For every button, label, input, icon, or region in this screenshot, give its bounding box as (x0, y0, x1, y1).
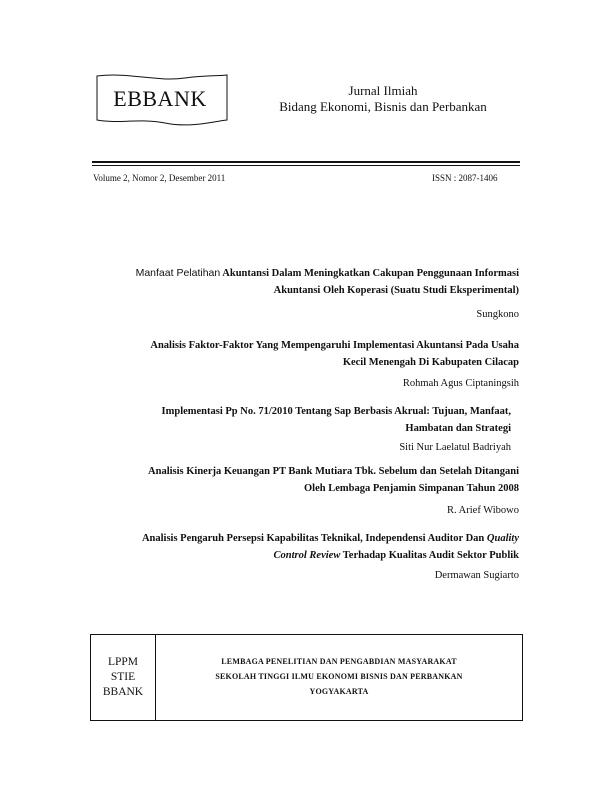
logo-text: EBBANK (113, 86, 207, 111)
publisher-name-line1: LEMBAGA PENELITIAN DAN PENGABDIAN MASYARAKAT (221, 657, 457, 666)
article-title (81, 403, 511, 437)
header-rule-thin (92, 165, 520, 166)
article-title (89, 463, 519, 497)
publisher-abbr-line2: STIE (110, 671, 136, 683)
publisher-abbr-line3: BBANK (102, 686, 144, 698)
article-title-line2: Akuntansi Oleh Koperasi (Suatu Studi Eksperimental) (273, 285, 519, 296)
header-rule-thick (92, 161, 520, 163)
publisher-abbr-line1: LPPM (107, 656, 139, 668)
article-author: Dermawan Sugiarto (434, 570, 519, 581)
article-author: R. Arief Wibowo (446, 505, 519, 516)
article-title (89, 337, 519, 371)
journal-title-line1: Jurnal Ilmiah (348, 83, 418, 98)
publisher-name (156, 654, 522, 699)
publisher-abbreviation (91, 655, 155, 700)
article-author: Sungkono (476, 309, 519, 320)
article-title (89, 530, 519, 564)
publisher-name-line3: YOGYAKARTA (309, 687, 369, 696)
publisher-box (90, 634, 523, 721)
article-title-text: Terhadap Kualitas Audit Sektor Publik (340, 550, 519, 561)
article-title-line2: Hambatan dan Strategi (405, 423, 511, 434)
article-title-rest: Akuntansi Dalam Meningkatkan Cakupan Penggunaan Informasi (220, 268, 519, 279)
article-title (89, 265, 519, 299)
article-title-italic: Control Review (273, 550, 341, 561)
article-title-line1 (89, 265, 519, 282)
article-title-text: Analisis Pengaruh Persepsi Kapabilitas Teknikal, Independensi Auditor Dan (141, 533, 487, 544)
article-title-line1: Analisis Faktor-Faktor Yang Mempengaruhi Implementasi Akuntansi Pada Usaha (150, 340, 519, 351)
article-author: Rohmah Agus Ciptaningsih (402, 378, 519, 389)
journal-title (268, 83, 498, 115)
article-title-line1 (89, 530, 519, 547)
article-title-line2: Kecil Menengah Di Kabupaten Cilacap (342, 357, 519, 368)
article-title-italic: Quality (486, 533, 519, 544)
article-title-line2: Oleh Lembaga Penjamin Simpanan Tahun 2008 (303, 483, 519, 494)
article-title-line2 (89, 547, 519, 564)
article-author: Siti Nur Laelatul Badriyah (399, 442, 511, 453)
volume-info: Volume 2, Nomor 2, Desember 2011 (93, 173, 226, 183)
article-title-prefix: Manfaat Pelatihan (135, 267, 221, 279)
publisher-name-line2: SEKOLAH TINGGI ILMU EKONOMI BISNIS DAN PERBANKAN (215, 672, 463, 681)
article-title-line1: Implementasi Pp No. 71/2010 Tentang Sap Berbasis Akrual: Tujuan, Manfaat, (161, 406, 511, 417)
journal-title-line2: Bidang Ekonomi, Bisnis dan Perbankan (279, 99, 487, 114)
article-title-line1: Analisis Kinerja Keuangan PT Bank Mutiara Tbk. Sebelum dan Setelah Ditangani (148, 466, 519, 477)
issn-info: ISSN : 2087-1406 (432, 173, 498, 183)
journal-logo (95, 72, 235, 130)
